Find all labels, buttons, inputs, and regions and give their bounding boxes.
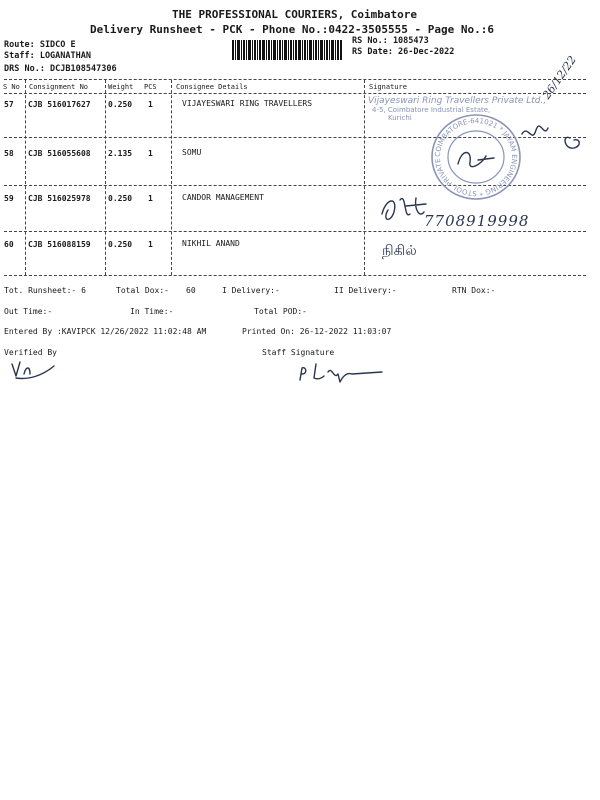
column-header-signature: Signature	[369, 83, 407, 91]
row-sno: 60	[4, 240, 14, 249]
row-sno: 58	[4, 149, 14, 158]
row-pcs: 1	[148, 149, 153, 158]
rs-number: RS No.: 1085473	[352, 36, 429, 46]
table-top-border	[4, 79, 586, 80]
staff-label: Staff: LOGANATHAN	[4, 51, 91, 61]
row-sno: 57	[4, 100, 14, 109]
row-consignment: CJB 516025978	[28, 194, 91, 203]
in-time: In Time:-	[130, 307, 174, 316]
row57-date-handwritten: 26/12/22	[540, 53, 579, 102]
route-label: Route: SIDCO E	[4, 40, 76, 50]
table-bottom-border	[4, 275, 586, 276]
total-dox-label: Total Dox:-	[116, 286, 169, 295]
staff-signature-image	[292, 360, 388, 386]
row60-handwritten-name: நிகில்	[382, 243, 417, 259]
row-consignee: CANDOR MANAGEMENT	[182, 193, 264, 202]
row57-signature-image	[518, 104, 590, 156]
row-weight: 2.135	[108, 149, 133, 158]
column-divider	[171, 80, 172, 275]
column-divider	[25, 80, 26, 275]
row-consignee: NIKHIL ANAND	[182, 239, 240, 248]
printed-on: Printed On: 26-12-2022 11:03:07	[242, 327, 392, 336]
total-pod: Total POD:-	[254, 307, 307, 316]
row-consignment: CJB 516088159	[28, 240, 91, 249]
round-stamp-image	[428, 112, 524, 202]
row-pcs: 1	[148, 194, 153, 203]
barcode-image	[232, 40, 342, 60]
company-title: THE PROFESSIONAL COURIERS, Coimbatore	[172, 8, 418, 21]
first-delivery: I Delivery:-	[222, 286, 280, 295]
row-divider	[4, 231, 586, 232]
column-divider	[364, 80, 365, 275]
svg-text:COIMBATORE-641021 * JAYAM ENGI: COIMBATORE-641021 * JAYAM ENGINEERING * STOOL PRIVATE	[433, 116, 519, 198]
column-header-consignment: Consignment No	[29, 83, 89, 91]
row-weight: 0.250	[108, 240, 133, 249]
entered-by: Entered By :KAVIPCK 12/26/2022 11:02:48 AM	[4, 327, 207, 336]
row-consignee: VIJAYESWARI RING TRAVELLERS	[182, 99, 313, 108]
row-consignment: CJB 516017627	[28, 100, 91, 109]
verified-signature-image	[8, 356, 60, 384]
tot-runsheet: Tot. Runsheet:- 6	[4, 286, 86, 295]
row-weight: 0.250	[108, 100, 133, 109]
column-header-consignee: Consignee Details	[176, 83, 248, 91]
rs-date: RS Date: 26-Dec-2022	[352, 47, 455, 57]
verified-by-label: Verified By	[4, 348, 57, 357]
column-header-weight: Weight	[108, 83, 134, 91]
runsheet-title: Delivery Runsheet - PCK - Phone No.:0422-3505555 - Page No.:6	[90, 23, 494, 36]
column-header-pcs: PCS	[144, 83, 157, 91]
staff-signature-label: Staff Signature	[262, 348, 335, 357]
rtn-dox: RTN Dox:-	[452, 286, 496, 295]
row-pcs: 1	[148, 100, 153, 109]
row-weight: 0.250	[108, 194, 133, 203]
column-header-sno: S No	[3, 83, 20, 91]
table-header-border	[4, 93, 586, 94]
row-consignee: SOMU	[182, 148, 202, 157]
row-sno: 59	[4, 194, 14, 203]
row-consignment: CJB 516055608	[28, 149, 91, 158]
row59-phone-handwritten: 7708919998	[424, 212, 530, 230]
company-stamp: Vijayeswari Ring Travellers Private Ltd., 4-5, Coimbatore Industrial Estate, Kurichi	[368, 96, 547, 122]
out-time: Out Time:-	[4, 307, 53, 316]
second-delivery: II Delivery:-	[334, 286, 397, 295]
drs-number: DRS No.: DCJB108547306	[4, 64, 117, 74]
column-divider	[105, 80, 106, 275]
row-pcs: 1	[148, 240, 153, 249]
total-dox-value: 60	[186, 286, 196, 295]
